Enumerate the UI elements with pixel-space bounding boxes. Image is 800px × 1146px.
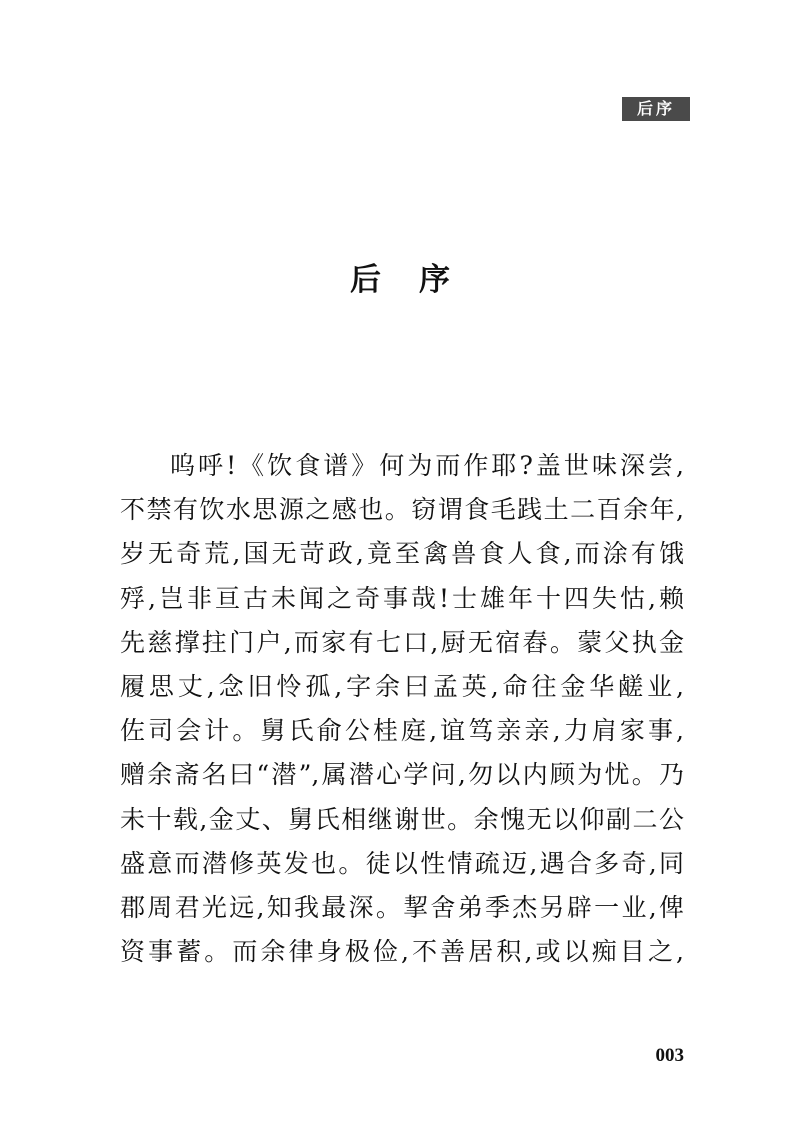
section-tab: 后序 (622, 97, 690, 121)
paragraph-line: 资事蓄。而余律身极俭,不善居积,或以痴目之, (120, 937, 684, 967)
paragraph-line: 郡周君光远,知我最深。挈舍弟季杰另辟一业,俾 (120, 893, 684, 923)
paragraph-line: 佐司会计。舅氏俞公桂庭,谊笃亲亲,力肩家事, (120, 716, 684, 746)
chapter-title: 后序 (350, 262, 488, 298)
paragraph-line: 不禁有饮水思源之感也。窃谓食毛践土二百余年, (120, 495, 684, 525)
paragraph-line: 赠余斋名曰“潜”,属潜心学问,勿以内顾为忧。乃 (120, 760, 684, 790)
paragraph-line: 呜呼!《饮食谱》何为而作耶?盖世味深尝, (170, 451, 684, 480)
paragraph-line: 履思丈,念旧怜孤,字余曰孟英,命往金华鹾业, (120, 672, 684, 702)
paragraph-line: 未十载,金丈、舅氏相继谢世。余愧无以仰副二公 (120, 804, 684, 834)
paragraph-line: 岁无奇荒,国无苛政,竟至禽兽食人食,而涂有饿 (120, 539, 684, 569)
paragraph-line: 盛意而潜修英发也。徒以性情疏迈,遇合多奇,同 (120, 848, 684, 878)
paragraph-line: 殍,岂非亘古未闻之奇事哉!士雄年十四失怙,赖 (120, 583, 684, 613)
page-number: 003 (655, 1045, 684, 1066)
body-text (120, 444, 684, 974)
paragraph-line: 先慈撑拄门户,而家有七口,厨无宿舂。蒙父执金 (120, 627, 684, 657)
